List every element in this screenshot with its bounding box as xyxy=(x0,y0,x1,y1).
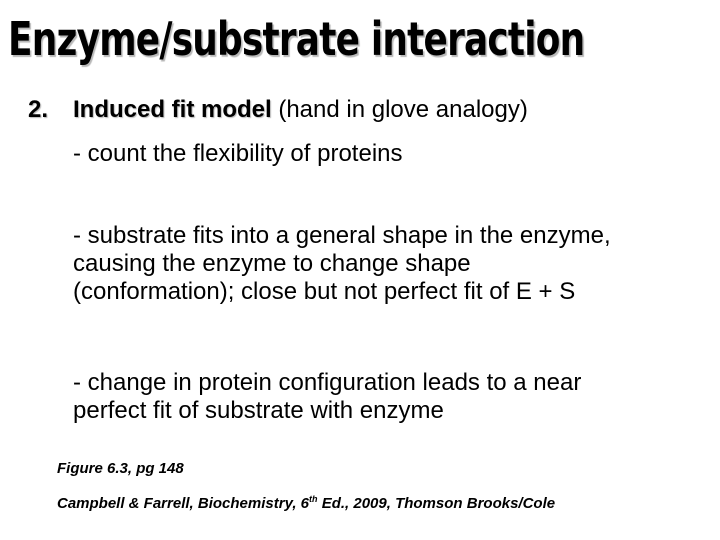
bullet-flexibility xyxy=(73,140,403,168)
figure-reference: Figure 6.3, pg 148 xyxy=(57,460,184,477)
text-line: causing the enzyme to change shape xyxy=(73,250,471,277)
text-line: perfect fit of substrate with enzyme xyxy=(73,397,444,424)
item-note: (hand in glove analogy) xyxy=(278,96,528,123)
item-number: 2. xyxy=(28,96,49,123)
text-line: - change in protein configuration leads to a near xyxy=(73,369,582,396)
citation-text: Campbell & Farrell, Biochemistry, 6 xyxy=(57,495,310,512)
bullet-configuration-change xyxy=(73,369,581,425)
bullet-substrate-fit xyxy=(73,222,611,306)
text-line: - substrate fits into a general shape in the enzyme, xyxy=(73,222,611,249)
item-heading: Induced fit model xyxy=(73,96,272,123)
text-line: - count the flexibility of proteins xyxy=(73,140,403,167)
slide-title: Enzyme/substrate interaction xyxy=(8,12,585,66)
citation-text-end: Ed., 2009, Thomson Brooks/Cole xyxy=(317,495,556,512)
citation xyxy=(57,494,555,512)
citation-superscript: th xyxy=(309,494,318,504)
model-item xyxy=(28,96,528,124)
text-line: (conformation); close but not perfect fit of E + S xyxy=(73,278,576,305)
